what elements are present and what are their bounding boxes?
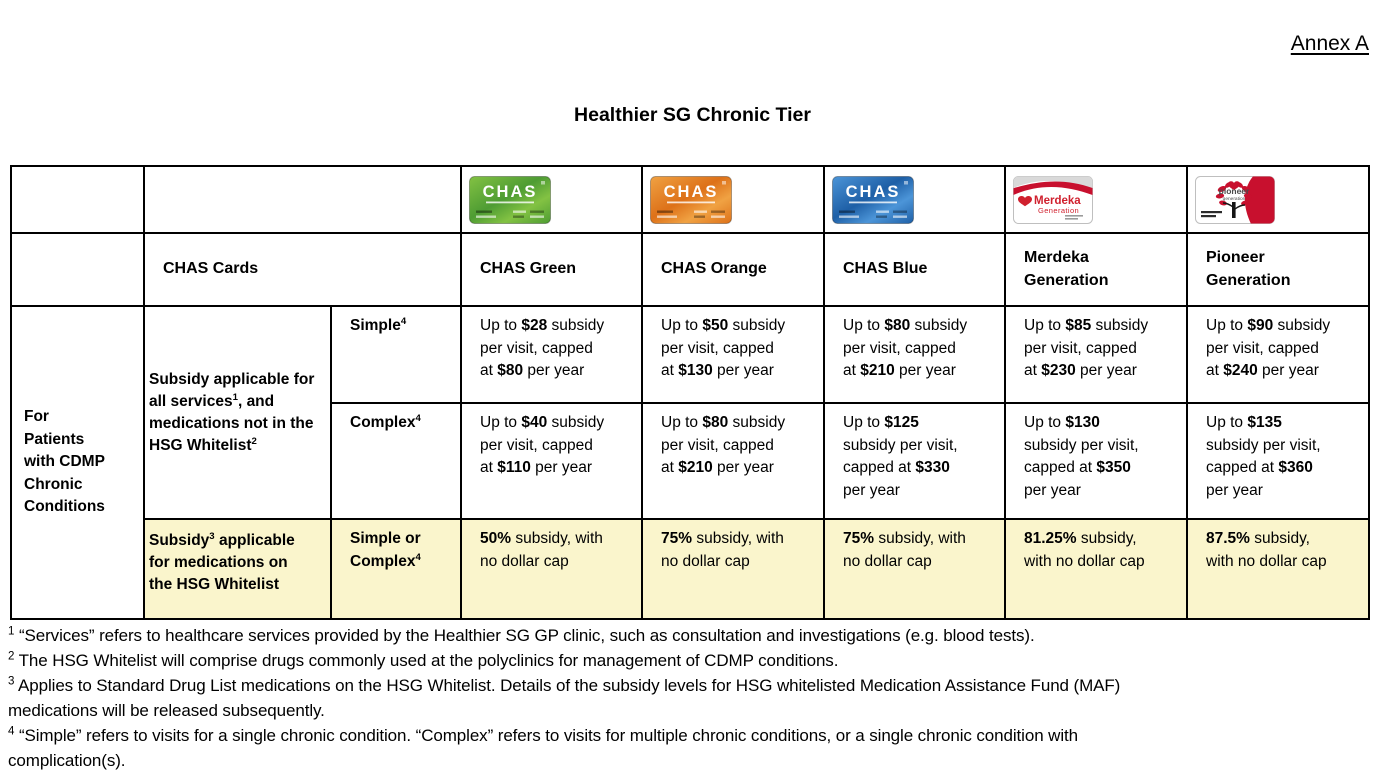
cell-whitelist-merdeka: 81.25% subsidy, with no dollar cap: [1005, 519, 1187, 619]
complex-label-cell: Complex$^4$: [331, 403, 461, 519]
chas-card-wordmark: CHAS: [663, 182, 719, 201]
merdeka-card-image: [1013, 176, 1093, 224]
whitelist-label-cell: Simple or Complex$^4$: [331, 519, 461, 619]
pioneer-card-subname: generation: [1222, 196, 1246, 202]
page-title: Healthier SG Chronic Tier: [574, 104, 811, 126]
header-merdeka-generation: Merdeka Generation: [1005, 233, 1187, 306]
whitelist-category-cell: Subsidy$^3$ applicable for medications on the HSG Whitelist: [144, 519, 331, 619]
chas-orange-card-image: [650, 176, 732, 224]
corner-cell-top: [11, 166, 144, 233]
pioneer-tree-trunk: [1232, 202, 1236, 218]
cell-complex-merdeka: Up to $130 subsidy per visit, capped at $350 per year: [1005, 403, 1187, 519]
chas-card-tagline-bar: [849, 201, 897, 203]
pioneer-card-name: pioneer: [1218, 185, 1250, 196]
cell-simple-merdeka: Up to $85 subsidy per visit, capped at $230 per year: [1005, 306, 1187, 403]
annex-text: Annex A: [1290, 32, 1369, 55]
header-chas-green: CHAS Green: [461, 233, 642, 306]
annex-label: [0, 0, 1385, 56]
chas-blue-card-image: [832, 176, 914, 224]
card-cell-merdeka: [1005, 166, 1187, 233]
header-pioneer-generation: Pioneer Generation: [1187, 233, 1369, 306]
chas-card-wordmark: CHAS: [482, 182, 538, 201]
header-chas-cards: CHAS Cards: [144, 233, 461, 306]
header-chas-orange: CHAS Orange: [642, 233, 824, 306]
card-images-row: [11, 166, 1369, 233]
cell-simple-pioneer: Up to $90 subsidy per visit, capped at $240 per year: [1187, 306, 1369, 403]
pioneer-card-red-panel: [1245, 176, 1275, 224]
services-category-cell: Subsidy applicable for all services$^1$, and medications not in the HSG Whitelist$^2$: [144, 306, 331, 519]
cell-complex-chas-orange: Up to $80 subsidy per visit, capped at $210 per year: [642, 403, 824, 519]
cell-whitelist-chas-green: 50% subsidy, with no dollar cap: [461, 519, 642, 619]
patient-group-cell: For Patients with CDMP Chronic Conditions: [11, 306, 144, 619]
pioneer-card-image: [1195, 176, 1275, 224]
cell-complex-chas-green: Up to $40 subsidy per visit, capped at $110 per year: [461, 403, 642, 519]
header-chas-blue: CHAS Blue: [824, 233, 1005, 306]
column-headers-row: [11, 233, 1369, 306]
footnote-1: $^1$ “Services” refers to healthcare services provided by the Healthier SG GP clinic, such as consultation and investigations (e.g. blood tests).: [8, 625, 1035, 645]
chas-card-tagline-bar: [486, 201, 534, 203]
corner-cell-headers: [11, 233, 144, 306]
cell-whitelist-chas-orange: 75% subsidy, with no dollar cap: [642, 519, 824, 619]
chas-card-tagline-bar: [667, 201, 715, 203]
card-cell-pioneer: [1187, 166, 1369, 233]
footnotes: [8, 623, 1385, 773]
card-cell-chas-orange: [642, 166, 824, 233]
card-cell-chas-blue: [824, 166, 1005, 233]
cell-whitelist-chas-blue: 75% subsidy, with no dollar cap: [824, 519, 1005, 619]
cell-whitelist-pioneer: 87.5% subsidy, with no dollar cap: [1187, 519, 1369, 619]
footnote-3: $^3$ Applies to Standard Drug List medications on the HSG Whitelist. Details of the subsidy levels for HSG whitelisted Medication Assistance Fund (MAF) medications will be released subsequently.: [8, 675, 1121, 720]
cell-simple-chas-green: Up to $28 subsidy per visit, capped at $80 per year: [461, 306, 642, 403]
merdeka-card-subname: Generation: [1038, 205, 1080, 215]
footnote-2: $^2$ The HSG Whitelist will comprise drugs commonly used at the polyclinics for management of CDMP conditions.: [8, 650, 839, 670]
cell-simple-chas-orange: Up to $50 subsidy per visit, capped at $130 per year: [642, 306, 824, 403]
card-cell-chas-green: [461, 166, 642, 233]
cell-simple-chas-blue: Up to $80 subsidy per visit, capped at $210 per year: [824, 306, 1005, 403]
chronic-tier-table: [10, 165, 1370, 620]
cell-complex-pioneer: Up to $135 subsidy per visit, capped at $360 per year: [1187, 403, 1369, 519]
simple-subsidy-row: [11, 306, 1369, 403]
chas-card-wordmark: CHAS: [845, 182, 901, 201]
chas-green-card-image: [469, 176, 551, 224]
whitelist-subsidy-row: [11, 519, 1369, 619]
cards-label-spacer-cell: [144, 166, 461, 233]
simple-label-cell: Simple$^4$: [331, 306, 461, 403]
footnote-4: $^4$ “Simple” refers to visits for a single chronic condition. “Complex” refers to visits for multiple chronic conditions, or a single chronic condition with complication(s).: [8, 725, 1079, 770]
cell-complex-chas-blue: Up to $125 subsidy per visit, capped at $330 per year: [824, 403, 1005, 519]
merdeka-card-name: Merdeka: [1034, 194, 1081, 207]
